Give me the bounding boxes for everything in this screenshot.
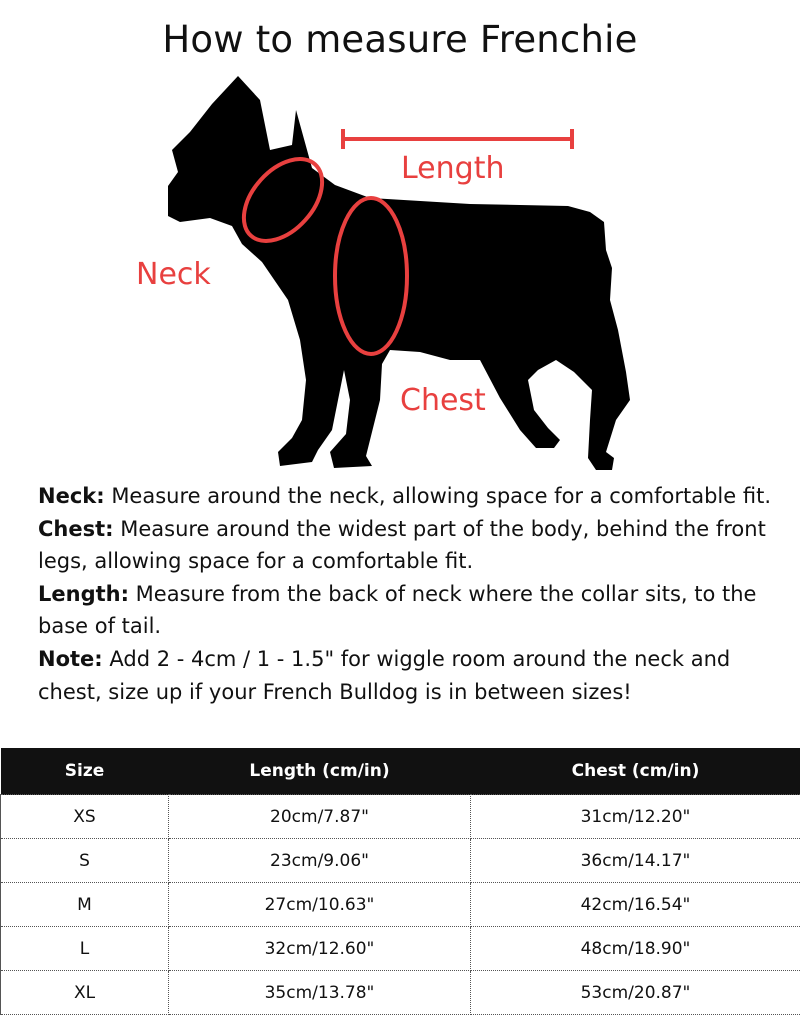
table-row — [1, 839, 800, 883]
size-cell: XL — [1, 971, 169, 1015]
table-header-row — [1, 748, 800, 795]
size-cell: L — [1, 927, 169, 971]
column-header: Length (cm/in) — [169, 748, 471, 795]
chest-label: Chest — [400, 383, 486, 418]
size-cell: S — [1, 839, 169, 883]
measurement-instructions — [38, 480, 778, 708]
chest-cell: 31cm/12.20" — [471, 795, 800, 839]
table-row — [1, 883, 800, 927]
neck-instruction: Neck: Measure around the neck, allowing space for a comfortable fit. — [38, 484, 771, 508]
column-header: Chest (cm/in) — [471, 748, 800, 795]
length-indicator — [343, 129, 572, 149]
page-title: How to measure Frenchie — [162, 18, 638, 61]
column-header: Size — [1, 748, 169, 795]
chest-cell: 48cm/18.90" — [471, 927, 800, 971]
length-instruction: Length: Measure from the back of neck where the collar sits, to the base of tail. — [38, 581, 757, 639]
table-row — [1, 795, 800, 839]
length-cell: 35cm/13.78" — [169, 971, 471, 1015]
size-cell: M — [1, 883, 169, 927]
chest-cell: 53cm/20.87" — [471, 971, 800, 1015]
size-chart-table — [0, 748, 800, 1015]
table-row — [1, 971, 800, 1015]
chest-cell: 36cm/14.17" — [471, 839, 800, 883]
length-cell: 27cm/10.63" — [169, 883, 471, 927]
frenchie-measurement-illustration — [0, 68, 800, 478]
dog-body-shape — [168, 76, 630, 470]
table-row — [1, 927, 800, 971]
note-instruction: Note: Add 2 - 4cm / 1 - 1.5" for wiggle room around the neck and chest, size up if your French Bulldog is in between sizes! — [38, 646, 731, 704]
length-cell: 32cm/12.60" — [169, 927, 471, 971]
french-bulldog-silhouette — [168, 76, 630, 470]
size-cell: XS — [1, 795, 169, 839]
length-cell: 23cm/9.06" — [169, 839, 471, 883]
length-cell: 20cm/7.87" — [169, 795, 471, 839]
neck-label: Neck — [136, 257, 211, 292]
length-label: Length — [401, 151, 505, 186]
chest-instruction: Chest: Measure around the widest part of the body, behind the front legs, allowing space for a comfortable fit. — [38, 516, 766, 574]
chest-cell: 42cm/16.54" — [471, 883, 800, 927]
